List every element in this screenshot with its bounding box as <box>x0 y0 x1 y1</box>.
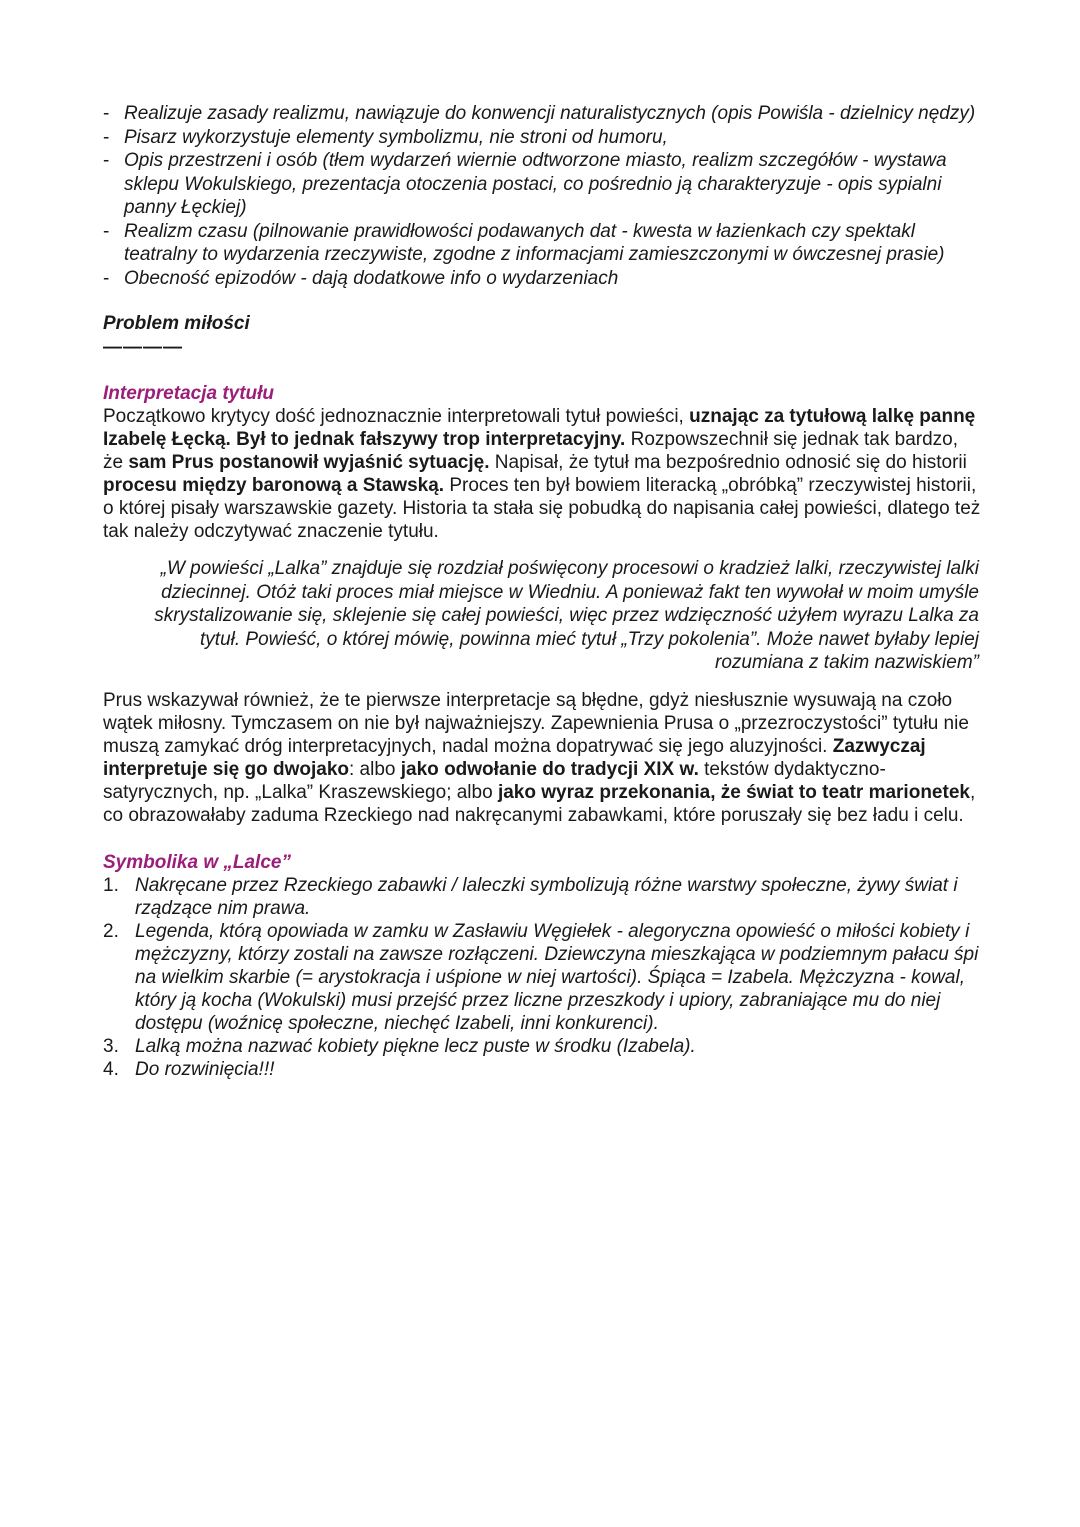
text-run-bold: jako wyraz przekonania, że świat to teatr marionetek <box>497 781 970 803</box>
list-item: - Obecność epizodów - dają dodatkowe info o wydarzeniach <box>103 267 983 291</box>
list-number: 4. <box>103 1058 119 1080</box>
text-run-bold: uznając za tytułową lalkę pannę Izabelę Łęcką. Był to jednak fałszywy trop interpretacyjny. <box>103 406 976 450</box>
document-page <box>103 102 983 1081</box>
list-item: - Opis przestrzeni i osób (tłem wydarzeń wiernie odtworzone miasto, realizm szczegółów - wystawa sklepu Wokulskiego, prezentacja otoczenia postaci, co pośrednio ją charakteryzuje - opis sypialni panny Łęckiej) <box>103 149 983 220</box>
text-run-bold: sam Prus postanowił wyjaśnić sytuację. <box>128 452 490 473</box>
symbolika-numbered-list <box>103 874 983 1081</box>
separator-dashes: ———— <box>103 337 183 358</box>
interpretation-paragraph-2 <box>103 689 983 827</box>
symbolika-heading: Symbolika w „Lalce” <box>103 851 291 873</box>
prus-quote: „W powieści „Lalka” znajduje się rozdział poświęcony procesowi o kradzież lalki, rzeczywistej lalki dziecinnej. Otóż taki proces miał miejsce w Wiedniu. A ponieważ fakt ten wywołał w moim umyśle skrystalizowanie się, sklejenie się całej powieści, więc przez wdzięczność użyłem wyrazu Lalka za tytuł. Powieść, o której mówię, powinna mieć tytuł „Trzy pokolenia”. Może nawet byłaby lepiej rozumiana z takim nazwiskiem” <box>154 558 979 673</box>
list-item <box>103 1058 983 1081</box>
text-run: Prus wskazywał również, że te pierwsze interpretacje są błędne, gdyż niesłusznie wysuwają na czoło wątek miłosny. Tymczasem on nie był najważniejszy. Zapewnienia Prusa o „przezroczystości” tytułu nie muszą zamykać dróg interpretacyjnych, nadal można dopatrywać się jego aluzyjności. <box>103 689 969 757</box>
realism-bullet-list <box>103 102 983 290</box>
list-item: - Pisarz wykorzystuje elementy symbolizmu, nie stroni od humoru, <box>103 126 983 150</box>
list-item-text: Do rozwinięcia!!! <box>135 1058 275 1080</box>
text-run-bold: Zazwyczaj interpretuje się go dwojako <box>103 735 926 780</box>
text-run: tekstów dydaktyczno-satyrycznych, np. „Lalka” Kraszewskiego; albo <box>103 758 886 803</box>
text-run: : albo <box>349 758 401 780</box>
list-item <box>103 1035 983 1058</box>
section-title: Problem miłości <box>103 313 250 334</box>
text-run: Proces ten był bowiem literacką „obróbką” rzeczywistej historii, o której pisały warszawskie gazety. Historia ta stała się pobudką do napisania całej powieści, dlatego też tak należy odczytywać znaczenie tytułu. <box>103 475 981 542</box>
list-number: 2. <box>103 920 119 942</box>
interpretation-heading: Interpretacja tytułu <box>103 383 275 404</box>
list-item-text: Lalką można nazwać kobiety piękne lecz puste w środku (Izabela). <box>135 1035 696 1057</box>
list-item: - Realizm czasu (pilnowanie prawidłowości podawanych dat - kwesta w łazienkach czy spektakl teatralny to wydarzenia rzeczywiste, zgodne z informacjami zamieszczonymi w ówczesnej prasie) <box>103 220 983 267</box>
text-run: , co obrazowałaby zaduma Rzeckiego nad nakręcanymi zabawkami, które poruszały się bez ładu i celu. <box>103 781 976 826</box>
text-run: Rozpowszechnił się jednak tak bardzo, że <box>103 429 959 473</box>
list-item-text: Legenda, którą opowiada w zamku w Zasławiu Węgiełek - alegoryczna opowieść o miłości kobiety i mężczyzny, którzy zostali na zawsze rozłączeni. Dziewczyna mieszkająca w podziemnym pałacu śpi na wielkim skarbie (= arystokracja i uśpione w niej wartości). Śpiąca = Izabela. Mężczyzna - kowal, który ją kocha (Wokulski) musi przejść przez liczne przeszkody i upiory, zabraniające mu do niej dostępu (woźnicę społeczne, niechęć Izabeli, inni konkurenci). <box>135 920 979 1034</box>
interpretation-paragraph-1 <box>103 405 983 543</box>
list-item: - Realizuje zasady realizmu, nawiązuje do konwencji naturalistycznych (opis Powiśla - dzielnicy nędzy) <box>103 102 983 126</box>
text-run-bold: procesu między baronową a Stawską. <box>103 475 445 496</box>
text-run-bold: jako odwołanie do tradycji XIX w. <box>400 758 699 780</box>
list-number: 3. <box>103 1035 119 1057</box>
text-run: Napisał, że tytuł ma bezpośrednio odnosić się do historii <box>489 452 967 473</box>
text-run: Początkowo krytycy dość jednoznacznie interpretowali tytuł powieści, <box>103 406 690 427</box>
list-number: 1. <box>103 874 119 896</box>
list-item <box>103 920 983 1035</box>
list-item <box>103 874 983 920</box>
list-item-text: Nakręcane przez Rzeckiego zabawki / laleczki symbolizują różne warstwy społeczne, żywy świat i rządzące nim prawa. <box>135 874 958 919</box>
